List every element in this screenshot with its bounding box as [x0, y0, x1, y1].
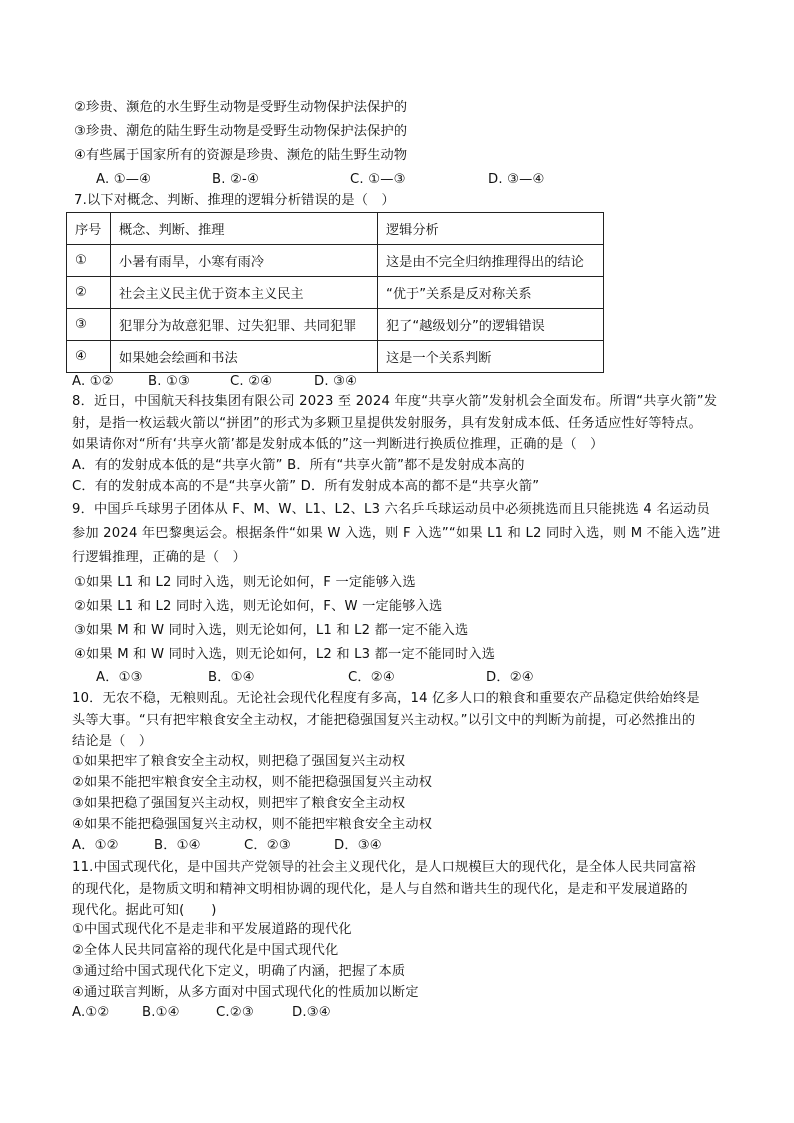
q7-table-cell: ① — [67, 245, 111, 277]
q7-table-cell: 这是一个关系判断 — [378, 341, 604, 373]
q9-option-b: B．①④ — [208, 670, 255, 685]
q10-item: ③如果把稳了强国复兴主动权，则把牢了粮食安全主动权 — [72, 796, 406, 811]
q7-table-cell: ② — [67, 277, 111, 309]
q6-item-3: ③珍贵、潮危的陆生野生动物是受野生动物保护法保护的 — [74, 124, 408, 139]
q7-table-cell: “优于”关系是反对称关系 — [378, 277, 604, 309]
q9-line: 9．中国乒乓球男子团体从 F、M、W、L1、L2、L3 六名乒乓球运动员中必须挑选而且只能挑选 4 名运动员 — [72, 502, 710, 517]
q7-options — [72, 374, 357, 390]
q7-stem: 7.以下对概念、判断、推理的逻辑分析错误的是（ ） — [74, 193, 395, 208]
q10-option-d: D．③④ — [334, 838, 382, 853]
q10-line: 头等大事。“只有把牢粮食安全主动权，才能把稳强国复兴主动权。”以引文中的判断为前提，可必然推出的 — [72, 713, 696, 728]
q9-option-a: A．①③ — [96, 670, 143, 685]
q9-item: ④如果 M 和 W 同时入选，则无论如何，L2 和 L3 都一定不能同时入选 — [74, 647, 496, 662]
q8-line: 8．近日，中国航天科技集团有限公司 2023 至 2024 年度“共享火箭”发射机会全面发布。所谓“共享火箭”发 — [72, 394, 718, 409]
q10-options — [72, 838, 382, 854]
q7-table-cell: ③ — [67, 309, 111, 341]
q11-item: ②全体人民共同富裕的现代化是中国式现代化 — [72, 943, 339, 958]
q10-item: ②如果不能把牢粮食安全主动权，则不能把稳强国复兴主动权 — [72, 775, 433, 790]
q7-option-b: B. ①③ — [148, 374, 191, 389]
q10-option-c: C．②③ — [244, 838, 291, 853]
q11-option-c: C.②③ — [216, 1005, 254, 1020]
q9-line: 参加 2024 年巴黎奥运会。根据条件“如果 W 入选，则 F 入选”“如果 L1 和 L2 同时入选，则 M 不能入选”进 — [72, 526, 721, 541]
q6-option-a: A. ①—④ — [96, 172, 152, 187]
q7-table-cell: 这是由不完全归纳推理得出的结论 — [378, 245, 604, 277]
q6-option-b: B. ②-④ — [212, 172, 260, 187]
q10-line: 结论是（ ） — [72, 734, 153, 749]
q6-options — [96, 172, 545, 188]
q7-table-cell: 社会主义民主优于资本主义民主 — [111, 277, 378, 309]
q6-option-d: D. ③—④ — [488, 172, 545, 187]
q7-table-cell: 小暑有雨旱，小寒有雨冷 — [111, 245, 378, 277]
q11-option-b: B.①④ — [142, 1005, 180, 1020]
q7-table-cell: ④ — [67, 341, 111, 373]
q7-table-cell: 犯罪分为故意犯罪、过失犯罪、共同犯罪 — [111, 309, 378, 341]
q7-table-row — [67, 245, 604, 277]
q6-item-4: ④有些属于国家所有的资源是珍贵、濒危的陆生野生动物 — [74, 148, 408, 163]
q11-options — [72, 1005, 331, 1021]
q9-line: 行逻辑推理，正确的是（ ） — [72, 550, 247, 565]
q7-table-cell: 如果她会绘画和书法 — [111, 341, 378, 373]
q11-item: ③通过给中国式现代化下定义，明确了内涵，把握了本质 — [72, 964, 406, 979]
q7-option-c: C. ②④ — [230, 374, 273, 389]
q11-option-a: A.①② — [72, 1005, 110, 1020]
q7-table-header: 概念、判断、推理 — [111, 213, 378, 245]
q10-option-b: B．①④ — [154, 838, 201, 853]
q6-option-c: C. ①—③ — [350, 172, 406, 187]
q7-table-row — [67, 277, 604, 309]
q11-line: 的现代化，是物质文明和精神文明相协调的现代化，是人与自然和谐共生的现代化，是走和平发展道路的 — [72, 882, 688, 897]
q8-option-cd: C．有的发射成本高的不是“共享火箭” D．所有发射成本高的都不是“共享火箭” — [72, 479, 540, 494]
q9-option-c: C．②④ — [348, 670, 395, 685]
q7-table-header: 序号 — [67, 213, 111, 245]
q7-table-row — [67, 309, 604, 341]
q7-option-a: A. ①② — [72, 374, 114, 389]
q7-table-cell: 犯了“越级划分”的逻辑错误 — [378, 309, 604, 341]
q9-item: ③如果 M 和 W 同时入选，则无论如何，L1 和 L2 都一定不能入选 — [74, 623, 469, 638]
q11-option-d: D.③④ — [292, 1005, 331, 1020]
q11-item: ④通过联言判断，从多方面对中国式现代化的性质加以断定 — [72, 985, 419, 1000]
q11-item: ①中国式现代化不是走非和平发展道路的现代化 — [72, 922, 352, 937]
q9-item: ②如果 L1 和 L2 同时入选，则无论如何，F、W 一定能够入选 — [74, 599, 443, 614]
q6-item-2: ②珍贵、濒危的水生野生动物是受野生动物保护法保护的 — [74, 100, 408, 115]
q8-line: 射，是指一枚运载火箭以“拼团”的形式为多颗卫星提供发射服务，具有发射成本低、任务适应性好等特点。 — [72, 416, 702, 431]
q11-line: 现代化。据此可知( ) — [72, 903, 217, 918]
q10-item: ④如果不能把稳强国复兴主动权，则不能把牢粮食安全主动权 — [72, 817, 433, 832]
q7-table-header: 逻辑分析 — [378, 213, 604, 245]
q10-option-a: A．①② — [72, 838, 119, 853]
q9-options — [96, 670, 534, 686]
q10-item: ①如果把牢了粮食安全主动权，则把稳了强国复兴主动权 — [72, 754, 406, 769]
q8-option-ab: A．有的发射成本低的是“共享火箭” B．所有“共享火箭”都不是发射成本高的 — [72, 458, 525, 473]
q9-item: ①如果 L1 和 L2 同时入选，则无论如何，F 一定能够入选 — [74, 575, 416, 590]
q7-table-header-row — [67, 213, 604, 245]
q7-option-d: D. ③④ — [314, 374, 358, 389]
q8-line: 如果请你对“所有‘共享火箭’都是发射成本低的”这一判断进行换质位推理，正确的是（ ） — [72, 437, 604, 452]
q7-table — [66, 212, 604, 373]
q10-line: 10．无农不稳，无粮则乱。无论社会现代化程度有多高，14 亿多人口的粮食和重要农产品稳定供给始终是 — [72, 691, 700, 706]
q9-option-d: D．②④ — [486, 670, 534, 685]
q11-line: 11.中国式现代化，是中国共产党领导的社会主义现代化，是人口规模巨大的现代化，是全体人民共同富裕 — [72, 860, 697, 875]
q7-table-row — [67, 341, 604, 373]
